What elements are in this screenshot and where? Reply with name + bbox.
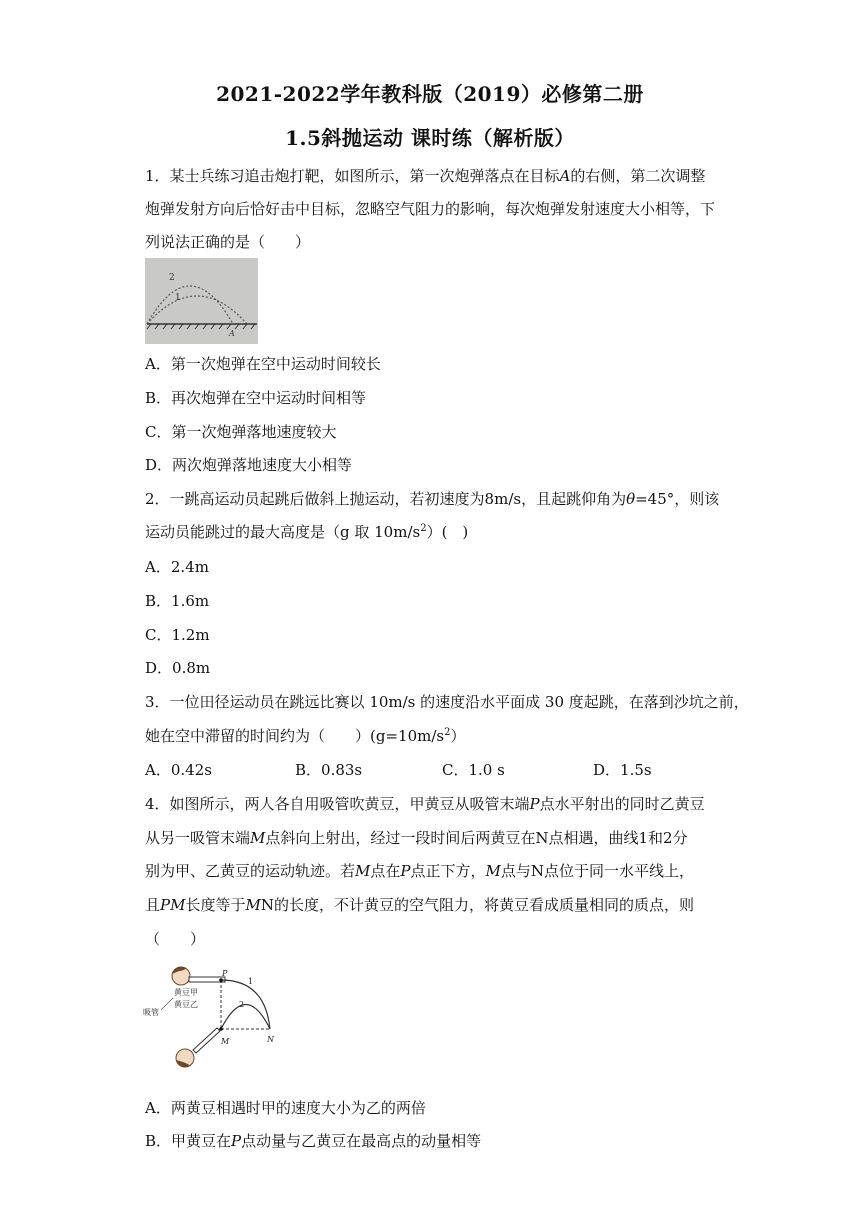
q3-option-b: B．0.83s	[295, 761, 363, 779]
q3-option-a: A．0.42s	[145, 761, 212, 779]
q4-label-p: P	[222, 969, 228, 978]
q2-option-b: B．1.6m	[145, 592, 210, 610]
q4-label-2: 2	[239, 1000, 245, 1009]
q1-option-a: A．第一次炮弹在空中运动时间较长	[145, 355, 381, 373]
q1-trajectory-1	[147, 296, 247, 324]
q2-line-2: 运动员能跳过的最大高度是（g 取 $10m/s^2$）( )	[145, 523, 469, 541]
q4-label-straw: 吸管	[143, 1008, 159, 1017]
q4-line-5: （ ）	[145, 930, 206, 948]
q1-trajectory-2	[147, 286, 233, 324]
q4-bean-diagram	[143, 962, 293, 1074]
q1-figure	[145, 258, 258, 344]
q3-option-c: C．1.0 s	[442, 761, 505, 779]
q4-label-1: 1	[248, 977, 254, 986]
q1-line-2: 炮弹发射方向后恰好击中目标，忽略空气阻力的影响，每次炮弹发射速度大小相等，下	[145, 200, 716, 218]
q4-option-a: A．两黄豆相遇时甲的速度大小为乙的两倍	[145, 1099, 426, 1117]
q4-label-m: M	[221, 1037, 230, 1046]
q1-option-c: C．第一次炮弹落地速度较大	[145, 423, 337, 441]
q1-line-3: 列说法正确的是（ ）	[145, 233, 311, 251]
q3-line-1: 3．一位田径运动员在跳远比赛以 10m/s 的速度沿水平面成 30 度起跳，在落到沙坑之前，	[145, 693, 749, 711]
q4-option-b: B．甲黄豆在P点动量与乙黄豆在最高点的动量相等	[145, 1132, 482, 1150]
q1-line-1: 1．某士兵练习追击炮打靶，如图所示，第一次炮弹落点在目标A的右侧，第二次调整	[145, 167, 706, 185]
q4-line-2: 从另一吸管末端M点斜向上射出，经过一段时间后两黄豆在N点相遇，曲线1和2分	[145, 829, 688, 847]
q2-option-d: D．0.8m	[145, 659, 211, 677]
title-line-2: 1.5斜抛运动 课时练（解析版）	[285, 126, 575, 150]
q4-label-bean-a: 黄豆甲	[174, 988, 198, 997]
q1-figure-label-a: A	[229, 329, 235, 338]
q1-figure-label-1: 1	[175, 293, 181, 303]
q1-trajectory-diagram	[145, 258, 258, 344]
q1-option-b: B．再次炮弹在空中运动时间相等	[145, 389, 367, 407]
q3-line-2: 她在空中滞留的时间约为（ ）$(g=10m/s^2)$	[145, 727, 466, 745]
q4-line-3: 别为甲、乙黄豆的运动轨迹。若M点在P点正下方，M点与N点位于同一水平线上，	[145, 862, 694, 880]
q1-option-d: D．两次炮弹落地速度大小相等	[145, 456, 353, 474]
q2-line-1: 2．一跳高运动员起跳后做斜上抛运动，若初速度为8m/s，且起跳仰角为θ=45°，则该	[145, 490, 720, 508]
q3-option-d: D．1.5s	[593, 761, 652, 779]
q1-figure-label-2: 2	[169, 273, 175, 283]
q4-line-1: 4．如图所示，两人各自用吸管吹黄豆，甲黄豆从吸管末端P点水平射出的同时乙黄豆	[145, 795, 705, 813]
q4-straw-bottom	[193, 1028, 220, 1053]
q4-curve-2	[221, 1005, 270, 1030]
q4-line-4: 且PM长度等于MN的长度，不计黄豆的空气阻力，将黄豆看成质量相同的质点，则	[145, 896, 694, 914]
q4-label-bean-b: 黄豆乙	[174, 1000, 198, 1009]
q4-label-n: N	[267, 1035, 274, 1044]
q2-option-a: A．2.4m	[145, 558, 209, 576]
q2-option-c: C．1.2m	[145, 626, 210, 644]
q4-figure	[143, 962, 293, 1074]
title-line-1: 2021-2022学年教科版（2019）必修第二册	[216, 82, 644, 106]
